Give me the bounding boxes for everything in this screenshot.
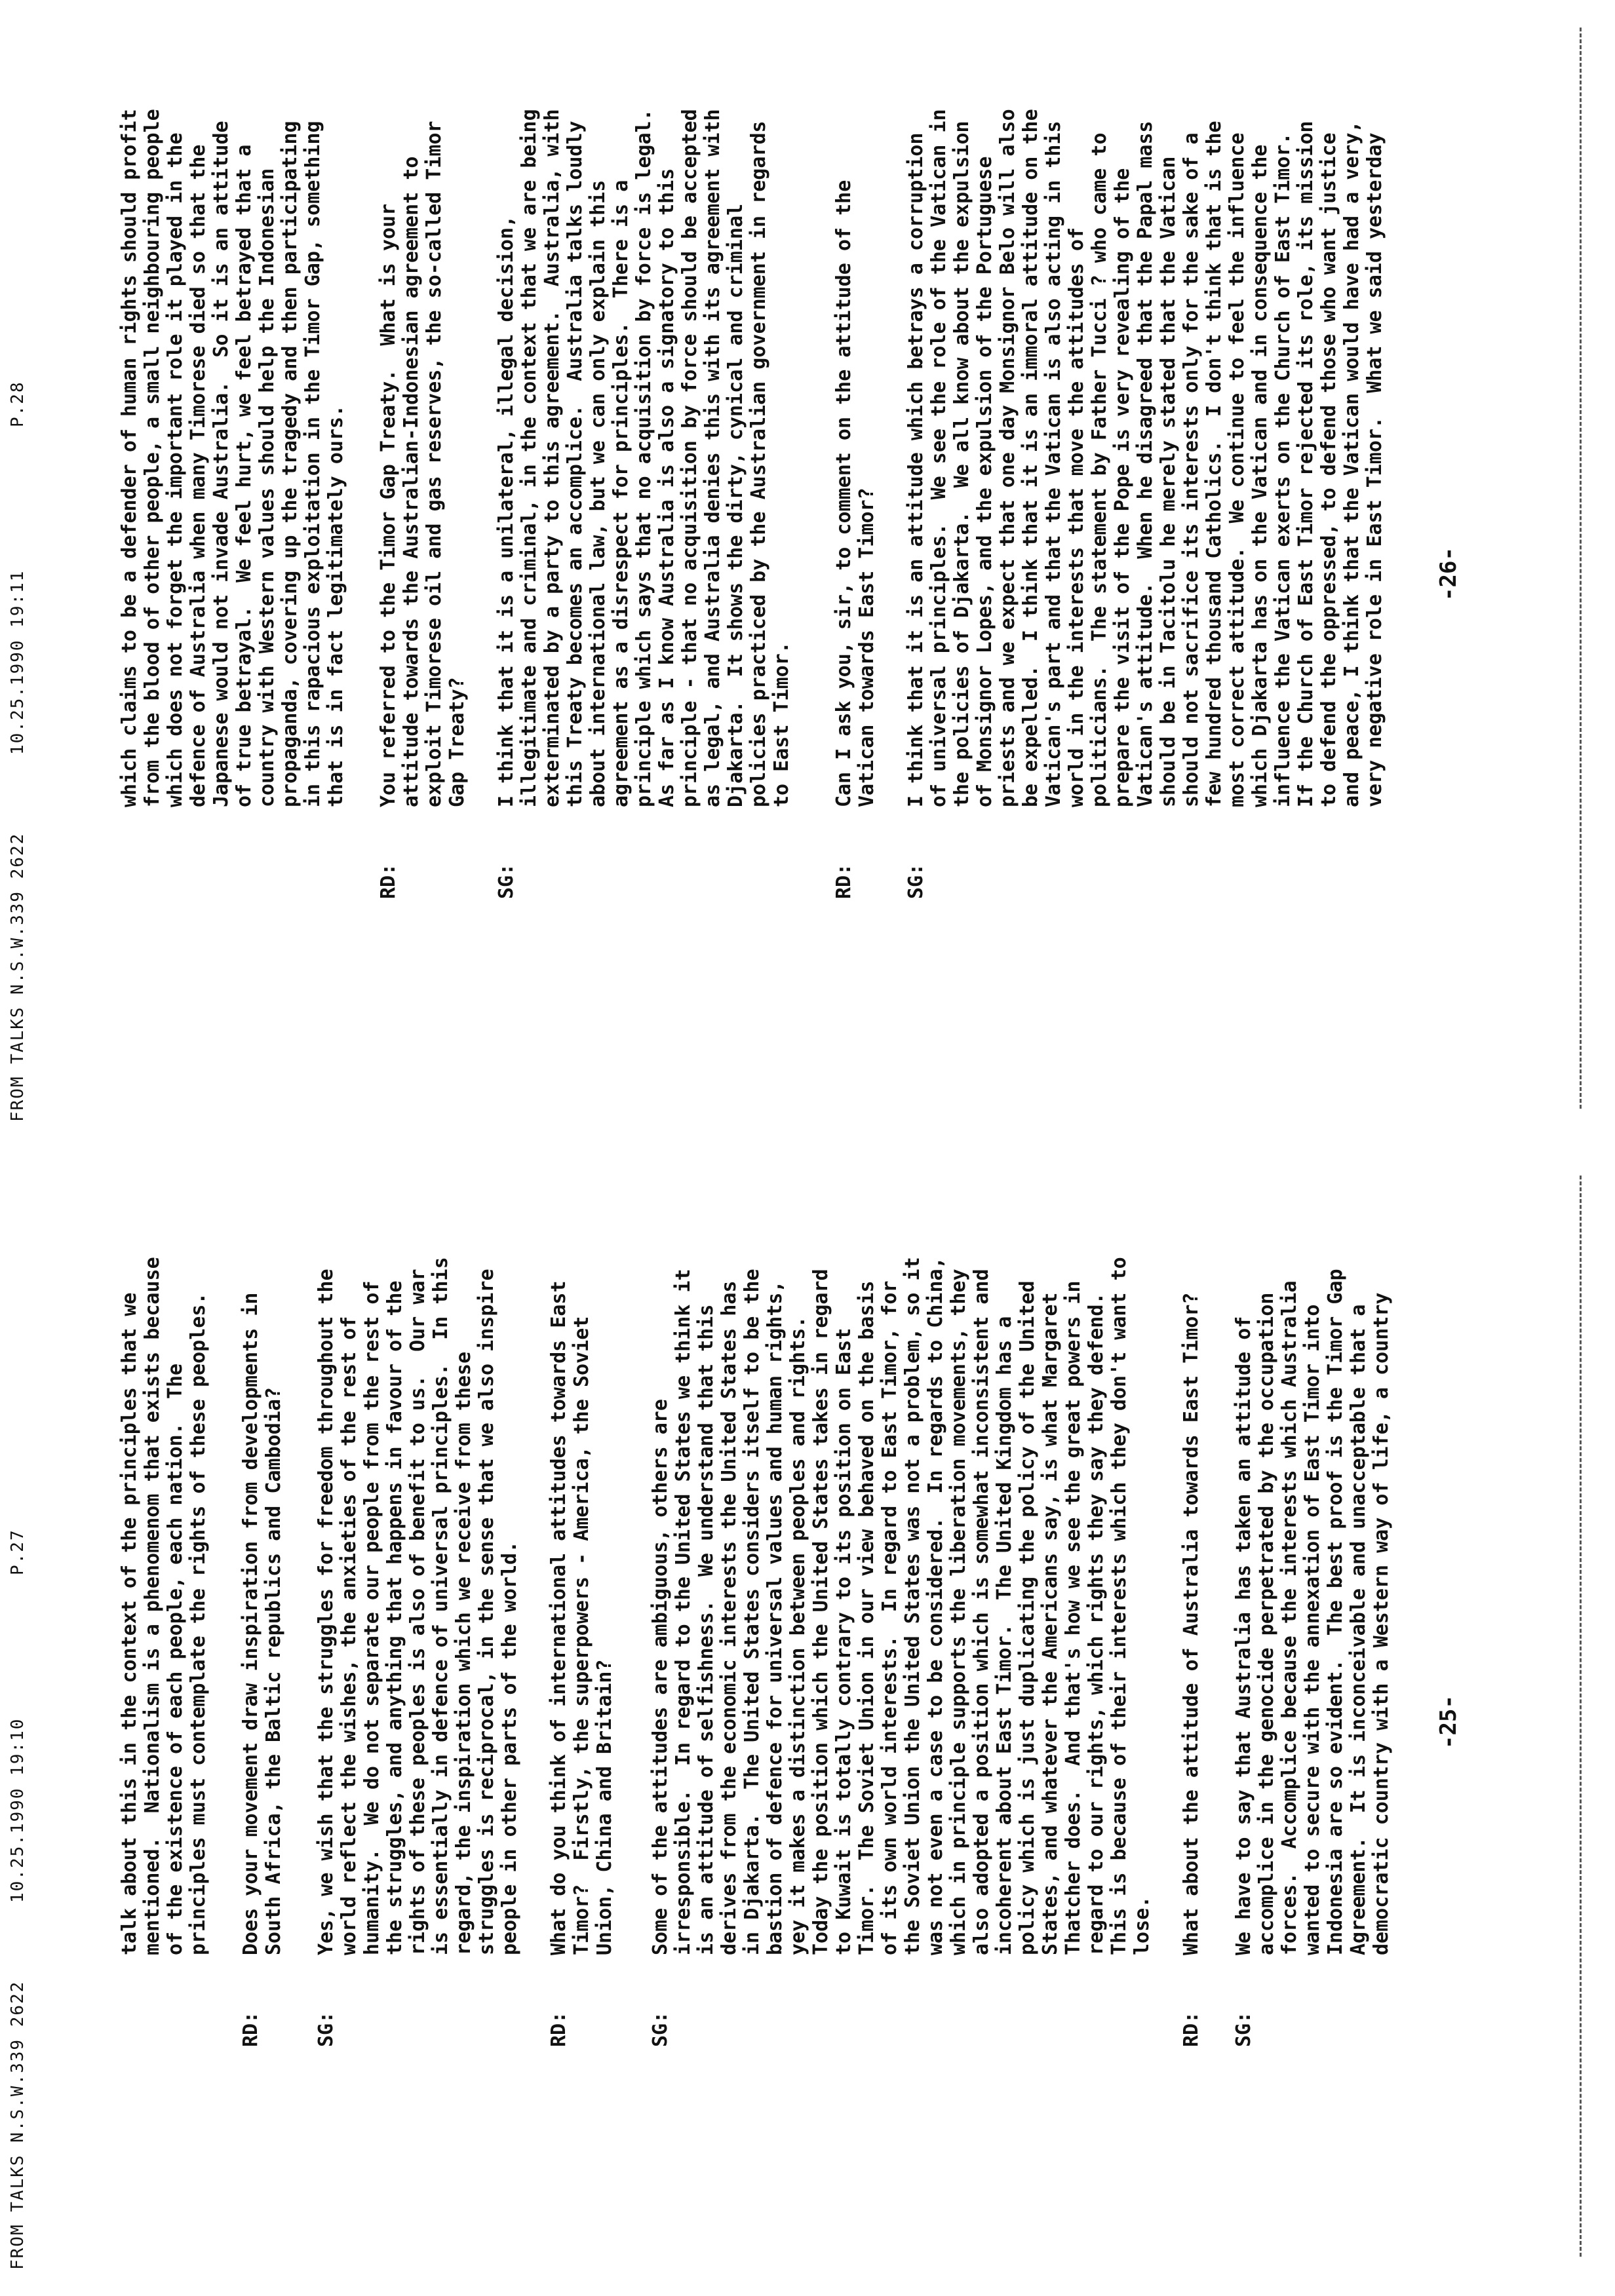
fax-header-from: FROM TALKS N.S.W.339 2622 — [8, 1980, 28, 2270]
entry-text: Does your movement draw inspiration from developments in South Africa, the Baltic republics and Cambodia? — [239, 1292, 285, 1955]
fax-header-page: P.28 — [8, 381, 28, 427]
page-number: -25- — [1435, 1695, 1462, 1749]
entry-text: which claims to be a defender of human rights should profit from the blood of other people, a small neighbouring people which does not forget the important role it played in the defence of Australia when many Timorese died so that the Japanese would not invade Australia. So it is an attitude of true betrayal. We feel hurt, we feel betrayed that a country with Western values should help the Indonesian propaganda, covering up the tragedy and then participating in this rapacious exploitation in the Timor Gap, something that is in fact legitimately ours. — [118, 109, 347, 807]
fax-header-datetime: 10.25.1990 19:10 — [8, 1717, 28, 1903]
speaker-label: RD: — [832, 863, 855, 899]
fax-header-from: FROM TALKS N.S.W.339 2622 — [8, 832, 28, 1122]
entry-text: Yes, we wish that the struggles for freedom throughout the world reflect the wishes, the anxieties of the rest of humanity. We do not separate our people from the rest of the struggles, and anything that happens in favour of the rights of these peoples is also of benefit to us. Our war is essentially in defence of universal principles. In this regard, the inspiration which we receive from these struggles is reciprocal, in the sense that we also inspire people in other parts of the world. — [315, 1257, 521, 1955]
fax-header-page: P.27 — [8, 1529, 28, 1575]
entry-text: You referred to the Timor Gap Treaty. What is your attitude towards the Australian-Indonesian agreement to exploit Timorese oil and gas reserves, the so-called Timor Gap Treaty? — [377, 121, 469, 807]
page-edge-divider — [1580, 1176, 1582, 2257]
entry-text: talk about this in the context of the principles that we mentioned. Nationalism is a phenomenom that exists because of the existence of each people, each nation. The principles must contemplate the rights of these peoples. — [118, 1257, 210, 1955]
entry-text: What about the attitude of Australia towards East Timor? — [1180, 1292, 1203, 1955]
speaker-label: RD: — [1180, 2011, 1203, 2047]
speaker-label: SG: — [1232, 2011, 1255, 2047]
speaker-label: SG: — [495, 863, 518, 899]
speaker-label: SG: — [315, 2011, 338, 2047]
speaker-label: RD: — [377, 863, 400, 899]
page-25 — [0, 1148, 1615, 2296]
page-edge-divider — [1580, 28, 1582, 1109]
speaker-label: RD: — [239, 2011, 262, 2047]
entry-text: Can I ask you, sir, to comment on the attitude of the Vatican towards East Timor? — [832, 180, 878, 807]
entry-text: I think that it is a unilateral, illegal decision, illegitimate and criminal, in the context that we are being exterminated by a party to this agreement. Australia, with this Treaty becomes an accomplice. Australia talks loudly about international law, but we can only explain this agreement as a disrespect for principles. There is a principle which says that no acquisition by force is legal. As far as I know Australia is also a signatory to this principle - that no acquisition by force should be accepted as legal, and Australia denies this with its agreement with Djakarta. It shows the dirty, cynical and criminal policies practiced by the Australian government in regards to East Timor. — [495, 109, 793, 807]
speaker-label: RD: — [547, 2011, 570, 2047]
page-number: -26- — [1435, 547, 1462, 601]
speaker-label: SG: — [905, 863, 927, 899]
entry-text: What do you think of international attitudes towards East Timor? Firstly, the superpowers - America, the Soviet Union, China and Britain? — [547, 1280, 616, 1955]
entry-text: Some of the attitudes are ambiguous, others are irresponsible. In regard to the United States we think it is an attitude of selfishness. We understand that this derives from the economic interests the United States has in Djakarta. The United States considers itself to be the bastion of defence for universal values and human rights, yey it makes a distinction between peoples and rights. Today the position which the United States takes in regard to Kuwait is totally contrary to its position on East Timor. The Soviet Union in our view behaved on the basis of its own world interests. In regard to East Timor, for the Soviet Union the United States was not a problem, so it was not even a case to be considered. In regards to China, which in principle supports the liberation movements, they also adopted a position which is somewhat inconsistent and incoherent about East Timor. The United Kingdom has a policy which is just duplicating the policy of the United States, and whatever the Americans say, is what Margaret Thatcher does. And that's how we see the great powers in regard to our rights, which rights they say they defend. This is because of their interests which they don't want to lose. — [649, 1257, 1154, 1955]
fax-header-datetime: 10.25.1990 19:11 — [8, 569, 28, 755]
entry-text: I think that it is an attitude which betrays a corruption of universal principles. We see the role of the Vatican in the policies of Djakarta. We all know about the expulsion of Monsignor Lopes, and the expulsion of the Portuguese priests and we expect that one day Monsignor Belo will also be expelled. I think that it is an immoral attitude on the Vatican's part and that the Vatican is also acting in this world in the interests that move the attitudes of politicians. The statement by Father Tucci ? who came to prepare the visit of the Pope is very revealing of the Vatican's attitude. When he disagreed that the Papal mass should be in Tacitolu he merely stated that the Vatican should not sacrifice its interests only for the sake of a few hundred thousand Catholics. I don't think that is the most correct attitude. We continue to feel the influence which Djakarta has on the Vatican and in consequence the influence the Vatican exerts on the Church of East Timor. If the Church of East Timor rejected its role, its mission to defend the oppressed, to defend those who want justice and peace, I think that the Vatican would have had a very, very negative role in East Timor. What we said yesterday — [905, 109, 1386, 807]
speaker-label: SG: — [649, 2011, 672, 2047]
entry-text: We have to say that Australia has taken an attitude of accomplice in the genocide perpetrated by the occupation forces. Accomplice because the interests which Australia wanted to secure with the annexation of East Timor into Indonesia are so evident. The best proof is the Timor Gap Agreement. It is inconceivable and unacceptable that a democratic country with a Western way of life, a country — [1232, 1269, 1393, 1955]
